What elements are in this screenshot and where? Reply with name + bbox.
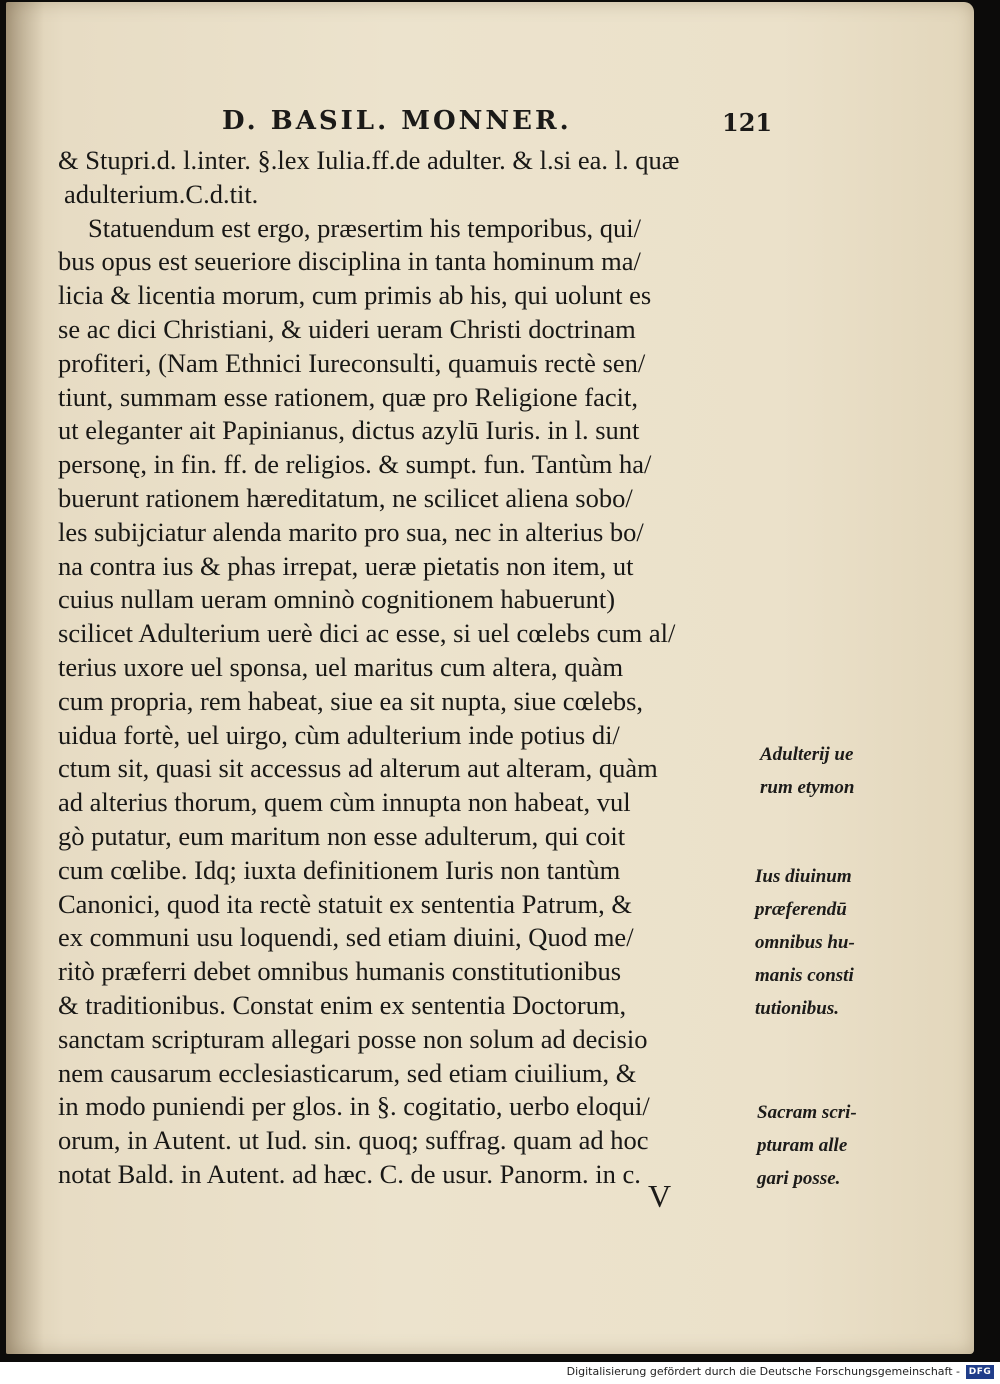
- text-line: notat Bald. in Autent. ad hæc. C. de usur. Panorm. in c.: [58, 1158, 641, 1189]
- text-line: uidua fortè, uel uirgo, cùm adulterium inde potius di/: [58, 719, 620, 750]
- text-line: terius uxore uel sponsa, uel maritus cum altera, quàm: [58, 651, 624, 682]
- text-line: cuius nullam ueram omninò cognitionem habuerunt): [58, 584, 616, 615]
- gutter-shadow: [6, 2, 44, 1354]
- margin-note: [760, 738, 854, 804]
- margin-note-line: gari posse.: [757, 1168, 841, 1189]
- text-line: les subijciatur alenda marito pro sua, nec in alterius bo/: [58, 516, 644, 547]
- margin-note: [757, 1096, 857, 1195]
- text-line: & traditionibus. Constat enim ex sententia Doctorum,: [58, 989, 627, 1020]
- text-line: ritò præferri debet omnibus humanis constitutionibus: [58, 956, 622, 987]
- margin-note-line: omnibus hu-: [755, 932, 855, 953]
- margin-note-line: Sacram scri-: [757, 1102, 857, 1123]
- text-line: gò putatur, eum maritum non esse adulterum, qui coit: [58, 820, 626, 851]
- margin-note-line: Ius diuinum: [755, 866, 852, 887]
- text-line: licia & licentia morum, cum primis ab his, qui uolunt es: [58, 280, 652, 311]
- dfg-logo-icon: DFG: [966, 1365, 994, 1379]
- text-line: orum, in Autent. ut Iud. sin. quoq; suffrag. quam ad hoc: [58, 1125, 649, 1156]
- text-line: ctum sit, quasi sit accessus ad alterum aut alteram, quàm: [58, 753, 658, 784]
- text-line: sanctam scripturam allegari posse non solum ad decisio: [58, 1023, 648, 1054]
- margin-note: [755, 860, 855, 1025]
- margin-note-line: rum etymon: [760, 777, 855, 798]
- page-number: 121: [722, 108, 773, 137]
- text-line: buerunt rationem hæreditatum, ne scilicet aliena sobo/: [58, 482, 633, 513]
- text-line: cum propria, rem habeat, siue ea sit nupta, siue cœlebs,: [58, 685, 644, 716]
- text-line: Canonici, quod ita rectè statuit ex sententia Patrum, &: [58, 888, 633, 919]
- text-line: tiunt, summam esse rationem, quæ pro Religione facit,: [58, 381, 638, 412]
- funding-credit: Digitalisierung gefördert durch die Deutsche Forschungsgemeinschaft -: [566, 1365, 960, 1378]
- text-line: scilicet Adulterium uerè dici ac esse, si uel cœlebs cum al/: [58, 618, 676, 649]
- text-line: & Stupri.d. l.inter. §.lex Iulia.ff.de adulter. & l.si ea. l. quæ: [58, 145, 680, 175]
- margin-note-line: tutionibus.: [755, 998, 839, 1019]
- text-line: Statuendum est ergo, præsertim his temporibus, qui/: [88, 212, 642, 243]
- text-line: profiteri, (Nam Ethnici Iureconsulti, quamuis rectè sen/: [58, 347, 646, 378]
- margin-note-line: manis consti: [755, 965, 854, 986]
- text-line: na contra ius & phas irrepat, ueræ pietatis non item, ut: [58, 550, 634, 581]
- margin-note-line: pturam alle: [757, 1135, 848, 1156]
- running-head: D. BASIL. MONNER.: [222, 106, 572, 136]
- text-line: nem causarum ecclesiasticarum, sed etiam ciuilium, &: [58, 1057, 637, 1088]
- text-line: personę, in fin. ff. de religios. & sumpt. fun. Tantùm ha/: [58, 449, 652, 480]
- text-line: ut eleganter ait Papinianus, dictus azylū Iuris. in l. sunt: [58, 415, 640, 446]
- text-line: adulterium.C.d.tit.: [64, 178, 259, 209]
- footer-bar: [0, 1362, 1000, 1384]
- margin-note-line: præferendū: [755, 899, 847, 920]
- margin-note-line: Adulterij ue: [760, 744, 854, 765]
- text-line: cum cœlibe. Idq; iuxta definitionem Iuris non tantùm: [58, 854, 621, 885]
- text-line: se ac dici Christiani, & uideri ueram Christi doctrinam: [58, 313, 636, 344]
- text-line: bus opus est seueriore disciplina in tanta hominum ma/: [58, 246, 641, 277]
- page-header: [0, 100, 1000, 146]
- text-line: ex communi usu loquendi, sed etiam diuini, Quod me/: [58, 922, 634, 953]
- text-line: ad alterius thorum, quem cùm innupta non habeat, vul: [58, 787, 631, 818]
- text-line: in modo puniendi per glos. in §. cogitatio, uerbo eloqui/: [58, 1091, 650, 1122]
- catchword: V: [648, 1178, 672, 1214]
- main-text-block: [58, 144, 758, 1192]
